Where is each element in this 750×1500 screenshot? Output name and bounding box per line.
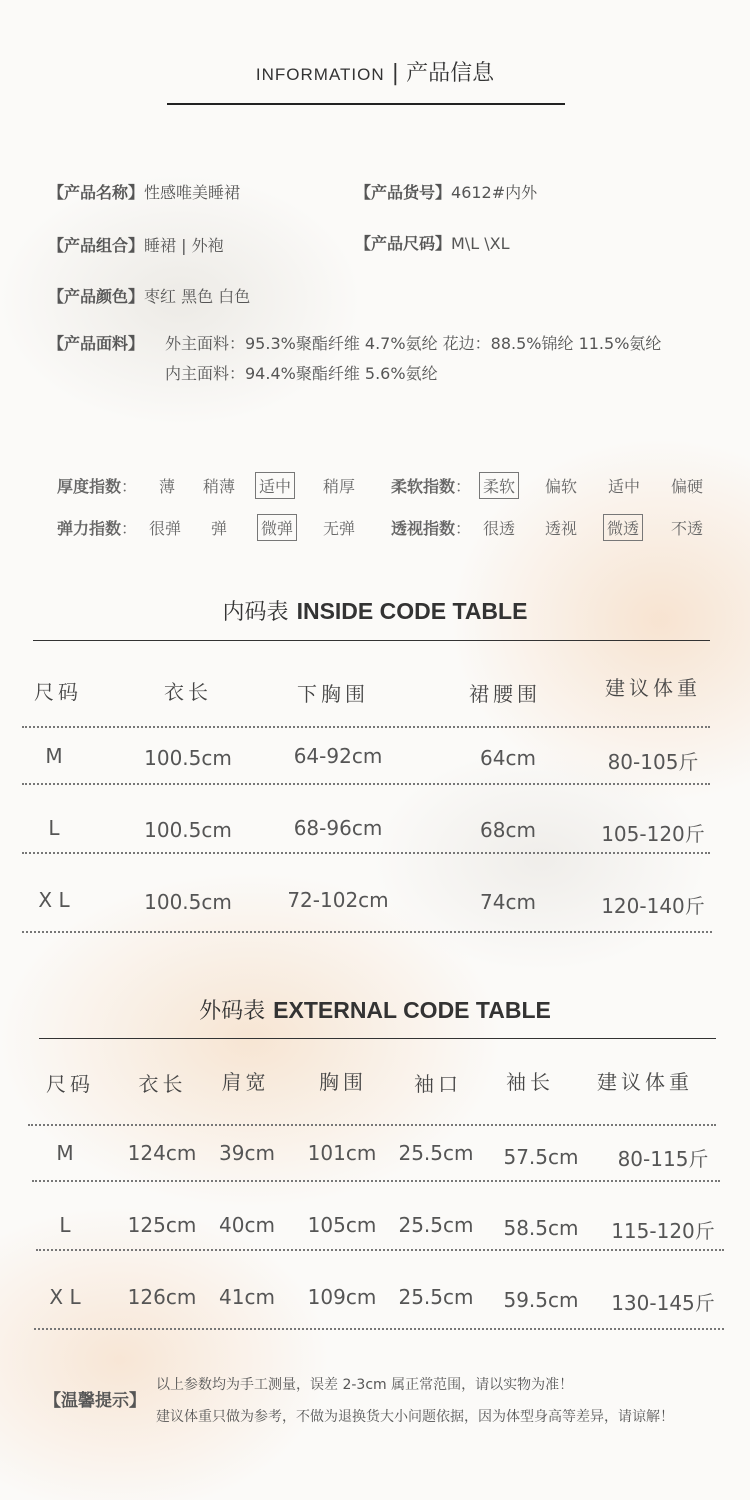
thickness-index-label: 厚度指数 (57, 477, 122, 496)
product-color: 枣红 黑色 白色 (144, 287, 251, 306)
external-header-cell: 袖口 (414, 1072, 462, 1096)
shoulder-cell: 40cm (219, 1213, 275, 1237)
softness-index: 柔软指数： (391, 477, 472, 496)
product-sku-label: 【产品货号】 (355, 183, 452, 202)
inside-header-cell: 衣长 (164, 680, 212, 704)
thickness-index: 厚度指数： (57, 477, 138, 496)
shoulder-cell: 41cm (219, 1285, 275, 1309)
waist-cell: 68cm (480, 818, 536, 842)
external-header-cell: 袖长 (506, 1070, 554, 1094)
transparency-option: 很透 (483, 519, 516, 538)
external-row-divider (32, 1180, 720, 1182)
external-row-divider (34, 1328, 724, 1330)
info-header (0, 56, 750, 87)
softness-option: 适中 (608, 477, 641, 496)
external-table-title-zh: 外码表 (199, 999, 266, 1024)
transparency-index-label: 透视指数 (391, 519, 456, 538)
product-combo: 睡裙 | 外袍 (144, 236, 224, 255)
length-cell: 125cm (127, 1213, 197, 1237)
transparency-option-selected: 微透 (603, 514, 643, 541)
external-header-cell: 尺码 (46, 1072, 94, 1096)
inside-row-divider (22, 726, 710, 728)
length-cell: 100.5cm (144, 818, 232, 842)
inside-header-cell: 下胸围 (297, 682, 369, 706)
product-name-label: 【产品名称】 (48, 183, 145, 202)
weight-cell: 80-115斤 (617, 1147, 709, 1171)
thickness-option-selected: 适中 (255, 472, 295, 499)
product-size: M\L \XL (451, 234, 510, 253)
external-table-title (0, 994, 750, 1025)
weight-cell: 105-120斤 (601, 822, 705, 846)
transparency-option: 透视 (545, 519, 578, 538)
header-en: INFORMATION (255, 65, 385, 84)
product-combo-row (48, 233, 224, 256)
header-separator: | (391, 61, 400, 86)
sleeve-cell: 58.5cm (503, 1216, 579, 1240)
product-name: 性感唯美睡裙 (144, 183, 241, 202)
product-color-row (48, 284, 250, 307)
transparency-option: 不透 (671, 519, 704, 538)
length-cell: 126cm (127, 1285, 197, 1309)
external-row-divider (36, 1249, 724, 1251)
tip-label: 【温馨提示】 (44, 1391, 146, 1411)
sleeve-cell: 59.5cm (503, 1288, 579, 1312)
external-header-cell: 肩宽 (221, 1070, 270, 1094)
length-cell: 100.5cm (144, 746, 232, 770)
product-fabric-label: 【产品面料】 (48, 334, 145, 353)
size-cell: M (45, 744, 63, 768)
inside-row-divider (22, 852, 710, 854)
waist-cell: 74cm (480, 890, 536, 914)
shoulder-cell: 39cm (219, 1141, 275, 1165)
header-zh: 产品信息 (406, 61, 495, 86)
product-fabric-line1: 外主面料：95.3%聚酯纤维 4.7%氨纶 花边：88.5%锦纶 11.5%氨纶 (165, 334, 662, 353)
thickness-option: 稍厚 (323, 477, 356, 496)
size-cell: L (59, 1213, 71, 1237)
elasticity-option: 很弹 (149, 519, 182, 538)
product-sku-row (355, 180, 537, 203)
external-header-cell: 建议体重 (597, 1070, 693, 1094)
size-cell: L (48, 816, 60, 840)
product-size-row (355, 231, 509, 254)
inside-row-divider (22, 931, 712, 933)
cuff-cell: 25.5cm (398, 1213, 474, 1237)
softness-index-label: 柔软指数 (391, 477, 456, 496)
product-size-label: 【产品尺码】 (355, 234, 452, 253)
size-cell: X L (38, 888, 70, 912)
external-table-rule (39, 1038, 716, 1039)
external-header-cell: 衣长 (138, 1072, 187, 1096)
product-color-label: 【产品颜色】 (48, 287, 145, 306)
inside-table-title-en: INSIDE CODE TABLE (296, 598, 528, 624)
softness-option: 偏硬 (671, 477, 704, 496)
inside-row-divider (22, 783, 710, 785)
bust-cell: 105cm (307, 1213, 377, 1237)
product-combo-label: 【产品组合】 (48, 236, 145, 255)
inside-table-rule (33, 640, 710, 641)
thickness-option: 薄 (159, 477, 176, 496)
elasticity-option: 弹 (211, 519, 228, 538)
size-cell: M (56, 1141, 74, 1165)
elasticity-option-selected: 微弹 (257, 514, 297, 541)
elasticity-index-label: 弹力指数 (57, 519, 122, 538)
bust-cell: 101cm (307, 1141, 377, 1165)
cuff-cell: 25.5cm (398, 1141, 474, 1165)
softness-option: 偏软 (545, 477, 578, 496)
weight-cell: 115-120斤 (611, 1219, 715, 1243)
bust-cell: 109cm (307, 1285, 377, 1309)
size-cell: X L (49, 1285, 81, 1309)
cuff-cell: 25.5cm (398, 1285, 474, 1309)
transparency-index: 透视指数： (391, 519, 472, 538)
external-row-divider (28, 1124, 716, 1126)
inside-header-cell: 尺码 (34, 680, 82, 704)
waist-cell: 64cm (480, 746, 536, 770)
inside-header-cell: 建议体重 (605, 676, 701, 700)
external-table-title-en: EXTERNAL CODE TABLE (273, 997, 551, 1023)
elasticity-index: 弹力指数： (57, 519, 138, 538)
underbust-cell: 64-92cm (293, 744, 383, 768)
thickness-option: 稍薄 (203, 477, 236, 496)
underbust-cell: 72-102cm (287, 888, 389, 912)
inside-table-title (0, 595, 750, 626)
underbust-cell: 68-96cm (293, 816, 383, 840)
length-cell: 124cm (127, 1141, 197, 1165)
elasticity-option: 无弹 (323, 519, 356, 538)
tip-line1: 以上参数均为手工测量，误差 2-3cm 属正常范围，请以实物为准！ (156, 1377, 574, 1393)
weight-cell: 130-145斤 (611, 1291, 715, 1315)
softness-option-selected: 柔软 (479, 472, 519, 499)
header-rule (167, 103, 565, 105)
tip-line2: 建议体重只做为参考，不做为退换货大小问题依据，因为体型身高等差异，请谅解！ (156, 1409, 674, 1425)
inside-header-cell: 裙腰围 (469, 682, 541, 706)
weight-cell: 80-105斤 (607, 750, 699, 774)
length-cell: 100.5cm (144, 890, 232, 914)
inside-table-title-zh: 内码表 (222, 600, 289, 625)
external-header-cell: 胸围 (319, 1070, 367, 1094)
product-fabric-line2: 内主面料：94.4%聚酯纤维 5.6%氨纶 (165, 364, 438, 383)
weight-cell: 120-140斤 (601, 894, 705, 918)
product-sku: 4612#内外 (451, 183, 538, 202)
product-name-row (48, 180, 240, 203)
sleeve-cell: 57.5cm (503, 1145, 579, 1169)
